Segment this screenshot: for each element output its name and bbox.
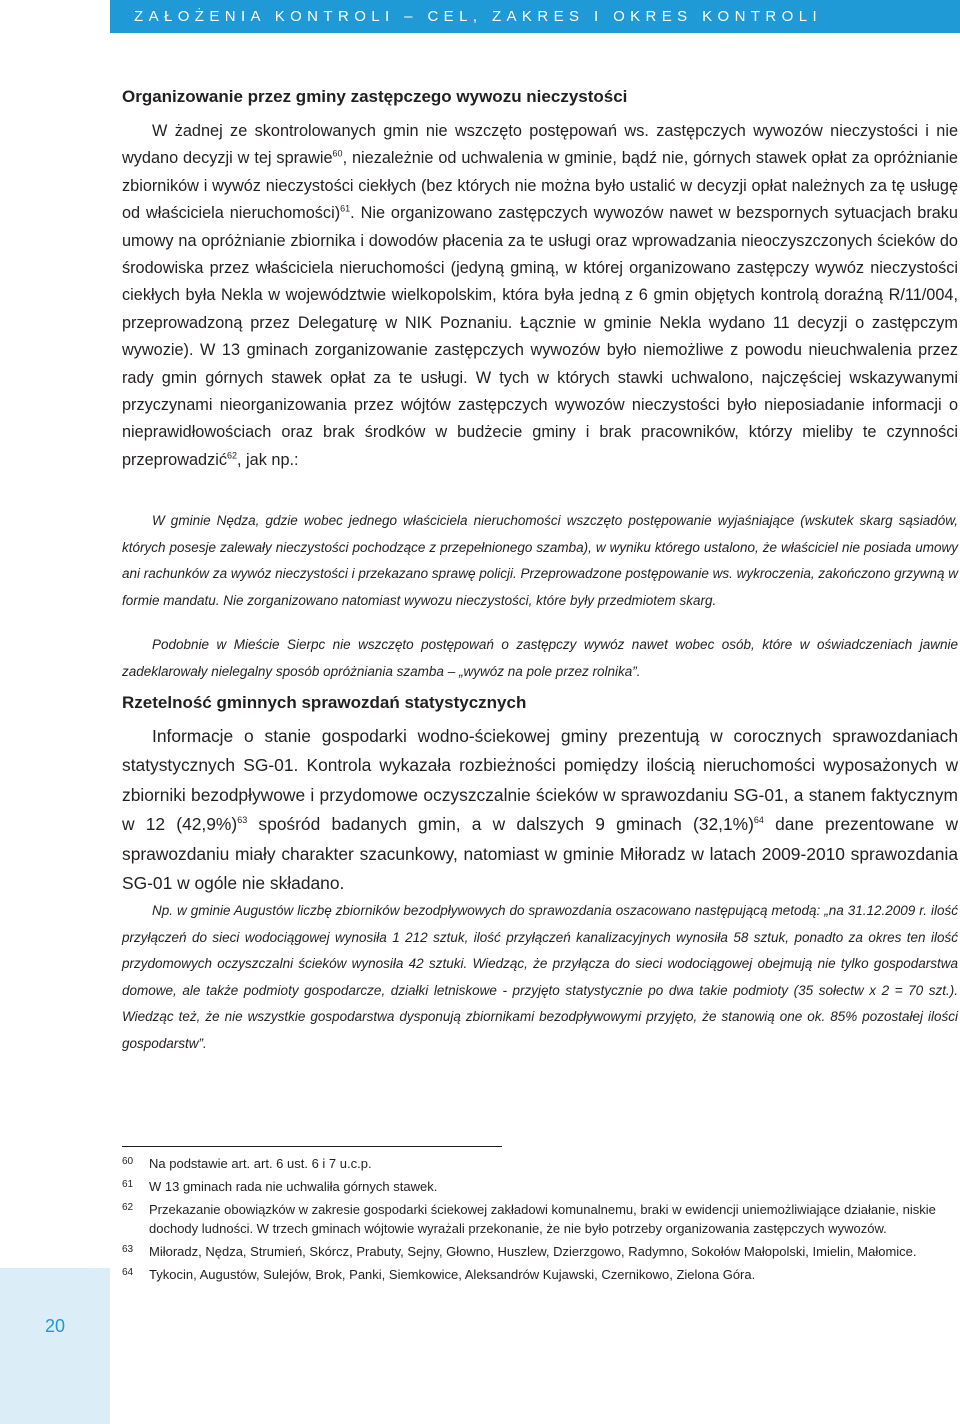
footnote-text: Na podstawie art. art. 6 ust. 6 i 7 u.c.p. (149, 1156, 372, 1171)
footnote-ref-62[interactable]: 62 (226, 450, 237, 461)
footnote-text: Przekazanie obowiązków w zakresie gospodarki ściekowej zakładowi komunalnemu, braki w ewidencji uniemożliwiające działanie, niskie dochody ludności. W trzech gminach wójtowie wyrażali przekonanie, że nie było potrzeby organizowania zastępczych wywozów. (149, 1202, 936, 1236)
example-quote-nedza: W gminie Nędza, gdzie wobec jednego właściciela nieruchomości wszczęto postępowanie wyjaśniające (wskutek skarg sąsiadów, których posesje zalewały nieczystości pochodzące z przepełnionego szamba), w wyniku którego ustalono, że właściciel nie posiada umowy ani rachunków za wywóz nieczystości i przekazano sprawę policji. Przeprowadzone postępowanie ws. wykroczenia, zakończono grzywną w formie mandatu. Nie zorganizowano natomiast wywozu nieczystości, które były przedmiotem skarg. (122, 513, 958, 608)
footnote-64 (122, 1265, 960, 1284)
paragraph-text: spośród badanych gmin, a w dalszych 9 gminach (32,1%) (247, 814, 754, 835)
example-quote-augustow: Np. w gminie Augustów liczbę zbiorników bezodpływowych do sprawozdania oszacowano następującą metodą: „na 31.12.2009 r. ilość przyłączeń do sieci wodociągowej wynosiła 1 212 sztuk, ilość przyłączeń kanalizacyjnych wynosiła 58 sztuk, ponadto za okres ten ilość przydomowych oczyszczalni ścieków wynosiła 42 sztuki. Wiedząc, że przyłącza do sieci wodociągowej obejmują nie tylko gospodarstwa domowe, ale także podmioty gospodarcze, działki letniskowe - przyjęto statystycznie po dwa takie podmioty (35 sołectw x 2 = 70 szt.). Wiedząc też, że nie wszystkie gospodarstwa dysponują zbiornikami bezodpływowymi przyjęto, że stanowią one ok. 85% pozostałej ilości gospodarstw”. (122, 903, 958, 1051)
section-heading-2: Rzetelność gminnych sprawozdań statystycznych (122, 693, 527, 712)
paragraph-text: Informacje o stanie gospodarki wodno-ściekowej gminy prezentują w corocznych sprawozdaniach statystycznych SG-01. Kontrola wykazała rozbieżności pomiędzy ilością nieruchomości wyposażonych w zbiorniki bezodpływowe i przydomowe oczyszczalnie ścieków w sprawozdaniu SG-01, a stanem faktycznym w 12 (42,9%) (122, 726, 958, 835)
footnote-ref-60[interactable]: 60 (332, 148, 343, 159)
footnote-60 (122, 1154, 960, 1173)
section-heading-1: Organizowanie przez gminy zastępczego wywozu nieczystości (122, 87, 628, 106)
footnote-text: Miłoradz, Nędza, Strumień, Skórcz, Prabuty, Sejny, Głowno, Huszlew, Dzierzgowo, Radymno, Sokołów Małopolski, Imielin, Małomice. (149, 1244, 917, 1259)
header-corner-block (0, 0, 110, 33)
footnote-61 (122, 1177, 960, 1196)
footnotes (122, 1154, 960, 1288)
paragraph-text: , jak np.: (237, 450, 299, 469)
footnote-number: 64 (122, 1267, 134, 1278)
section-1-paragraph (122, 118, 958, 474)
footnote-number: 60 (122, 1156, 134, 1167)
example-quote-sierpc: Podobnie w Mieście Sierpc nie wszczęto postępowań o zastępczy wywóz nawet wobec osób, które w oświadczeniach jawnie zadeklarowały nielegalny sposób opróżniania szamba – „wywóz na pole przez rolnika”. (122, 637, 958, 679)
footnote-text: W 13 gminach rada nie uchwaliła górnych stawek. (149, 1179, 438, 1194)
footnote-number: 62 (122, 1202, 134, 1213)
paragraph-text: , niezależnie od uchwalenia w gminie, bądź nie, górnych stawek opłat za opróżnianie zbiorników i wywóz nieczystości ciekłych (bez których nie można było ustalić w decyzji opłat należnych za tę usługę od właściciela nieruchomości) (122, 149, 958, 223)
footnote-text: Tykocin, Augustów, Sulejów, Brok, Panki, Siemkowice, Aleksandrów Kujawski, Czernikowo, Zielona Góra. (149, 1267, 756, 1282)
running-header-title: ZAŁOŻENIA KONTROLI – CEL, ZAKRES I OKRES KONTROLI (134, 8, 823, 25)
footnote-62 (122, 1200, 960, 1238)
paragraph-text: . Nie organizowano zastępczych wywozów nawet w bezspornych sytuacjach braku umowy na opróżnianie zbiornika i dowodów płacenia za te usługi oraz wprowadzania nieoczyszczonych ścieków do środowiska przez właściciela nieruchomości (jedyną gminą, w której organizowano zastępczy wywóz nieczystości ciekłych była Nekla w województwie wielkopolskim, która była jedną z 6 gmin objętych kontrolą doraźną R/11/004, przeprowadzoną przez Delegaturę w NIK Poznaniu. Łącznie w gminie Nekla wydano 11 decyzji o zastępczym wywozie). W 13 gminach zorganizowanie zastępczych wywozów było niemożliwe z powodu nieuchwalenia przez rady gmin górnych stawek opłat za te usługi. W tych w których stawki uchwalono, najczęściej wskazywanymi przyczynami nieorganizowania przez wójtów zastępczych wywozów nieczystości było nieposiadanie informacji o nieprawidłowościach oraz brak środków w budżecie gminy i brak pracowników, którzy mieliby te czynności przeprowadzić (122, 204, 958, 469)
footnote-63 (122, 1242, 960, 1261)
footnote-separator (122, 1146, 502, 1147)
footnote-number: 61 (122, 1179, 134, 1190)
paragraph-text: dane prezentowane w sprawozdaniu miały charakter szacunkowy, natomiast w gminie Miłoradz w latach 2009-2010 sprawozdania SG-01 w ogóle nie składano. (122, 814, 959, 894)
footnote-number: 63 (122, 1244, 134, 1255)
section-2-paragraph (122, 722, 958, 898)
footnote-ref-64[interactable]: 64 (753, 815, 764, 826)
footnote-ref-63[interactable]: 63 (237, 815, 248, 826)
page-number: 20 (44, 1316, 66, 1336)
paragraph-text: W żadnej ze skontrolowanych gmin nie wszczęto postępowań ws. zastępczych wywozów nieczystości i nie wydano decyzji w tej sprawie (122, 122, 958, 168)
page-number-box (0, 1268, 110, 1424)
footnote-ref-61[interactable]: 61 (340, 203, 351, 214)
